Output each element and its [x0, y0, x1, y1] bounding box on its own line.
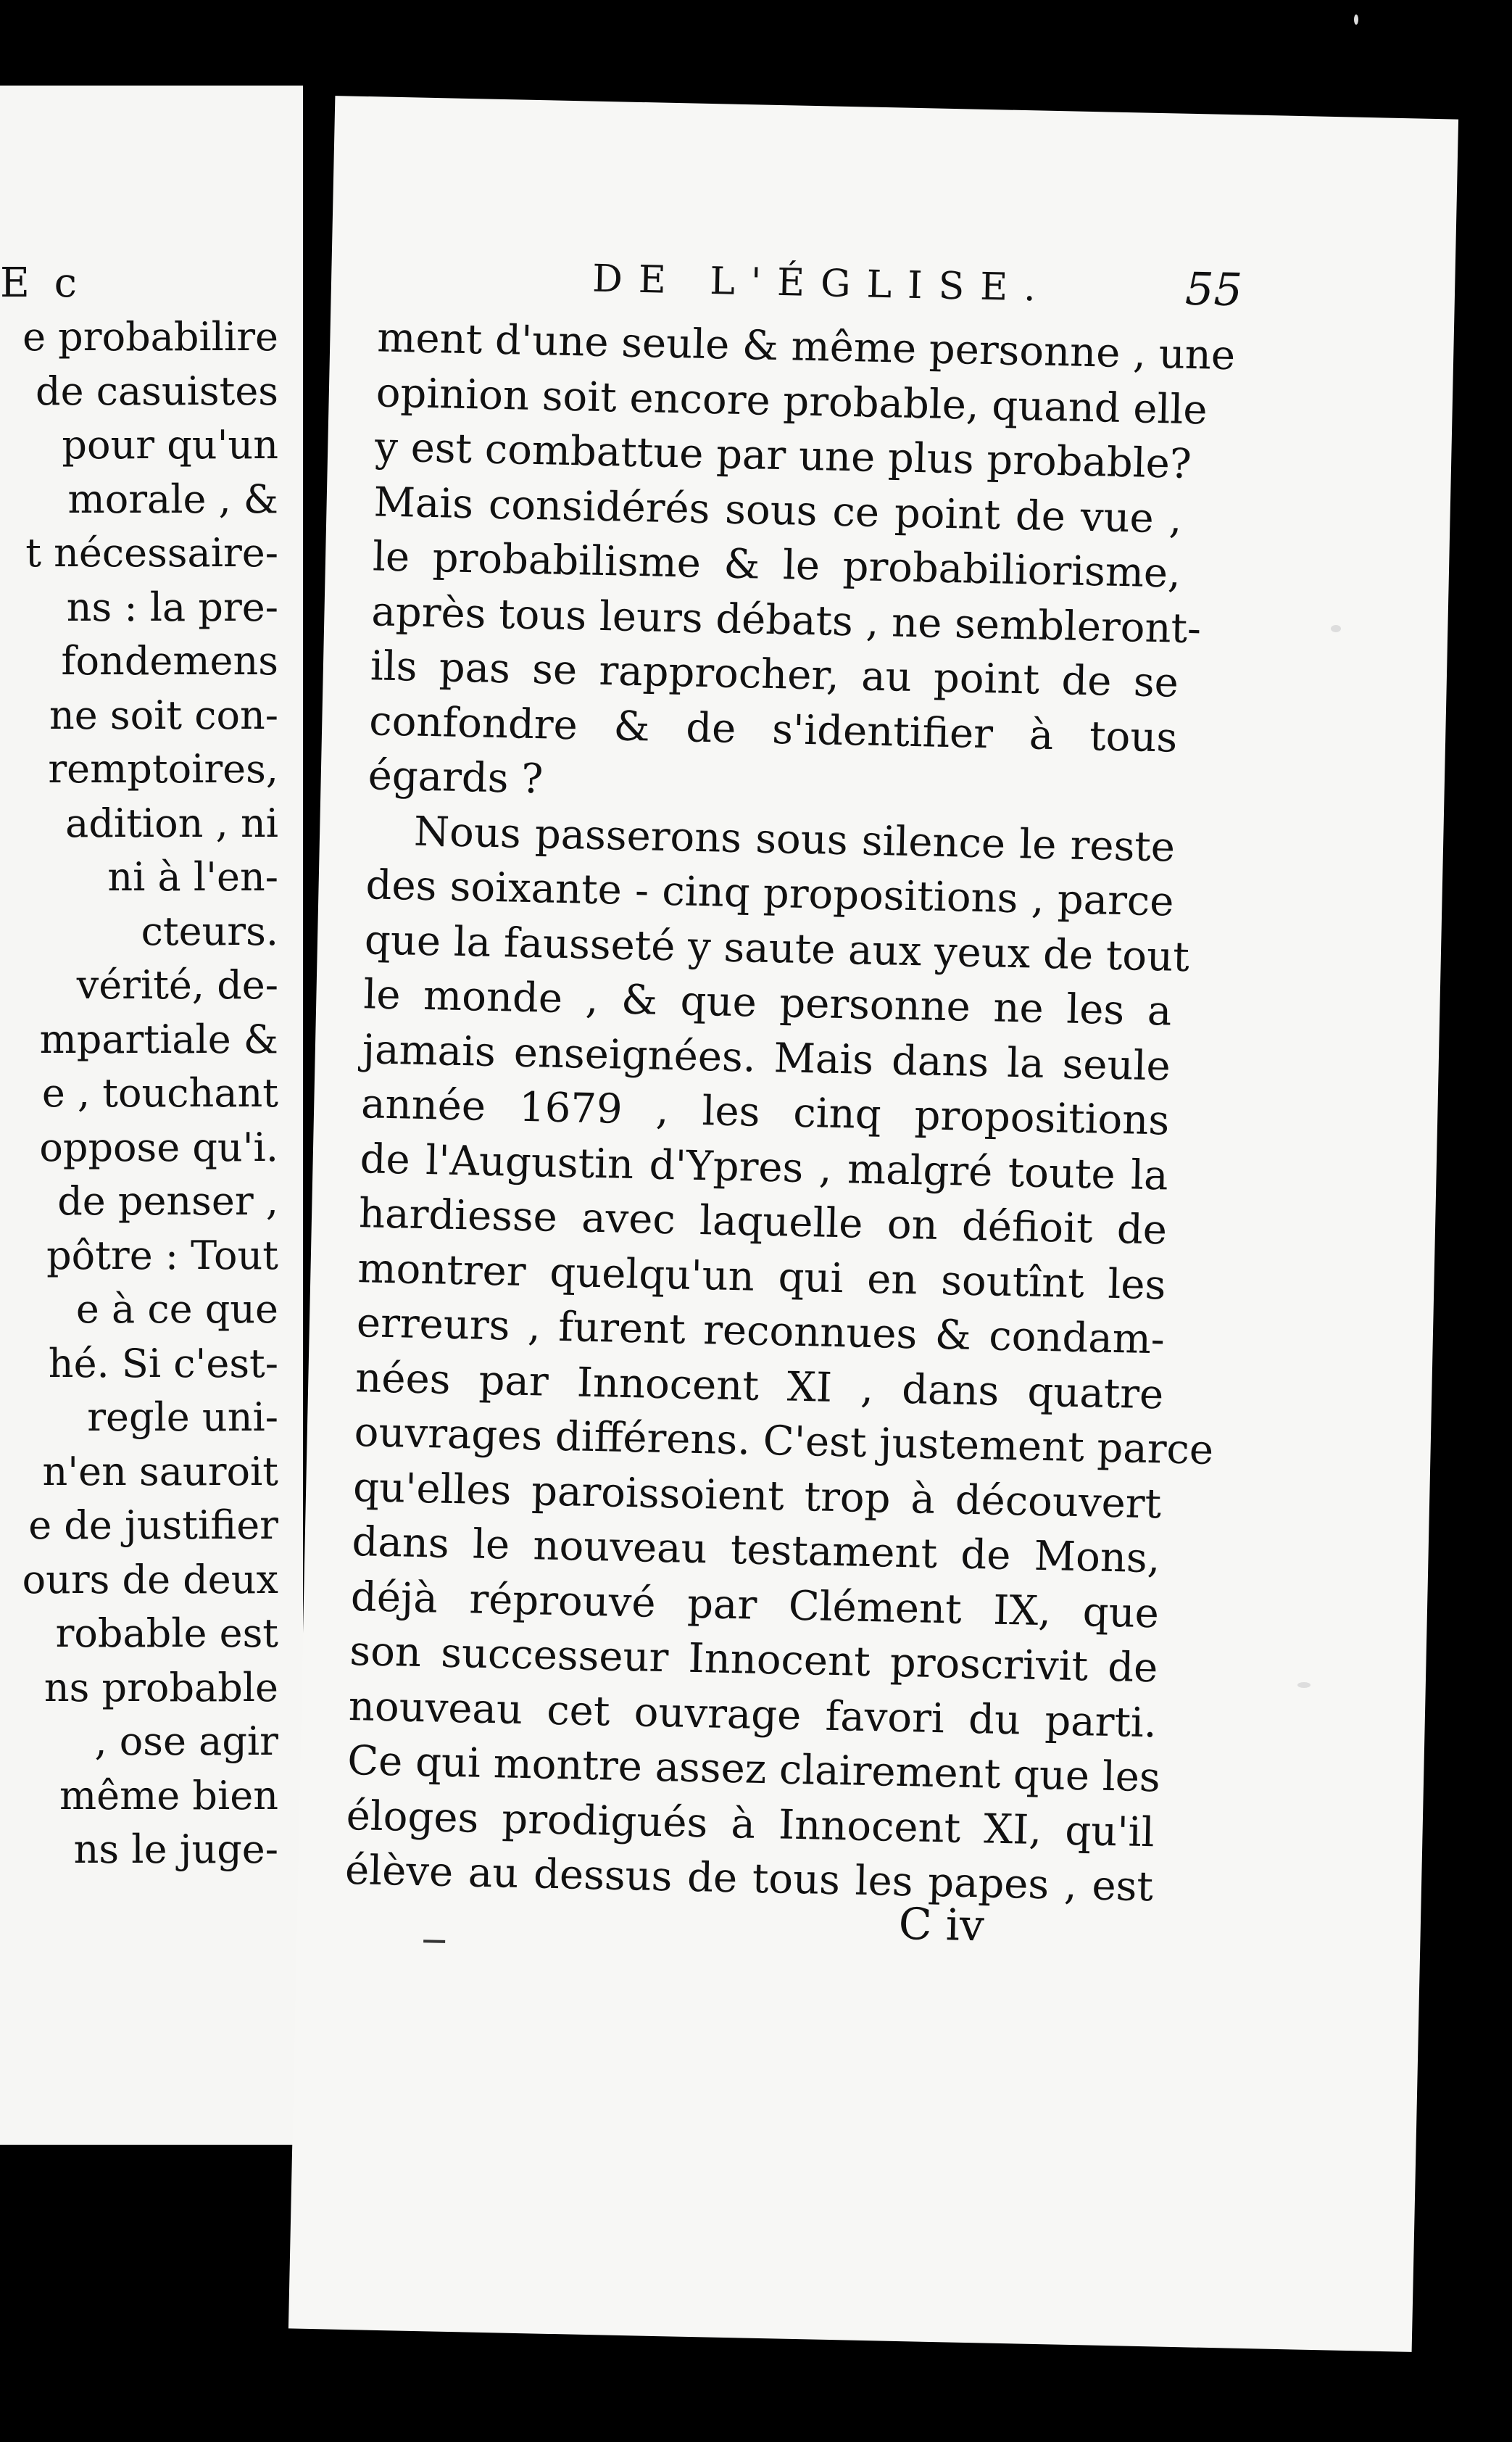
text-line: éloges prodigués à Innocent XI, qu'il: [346, 1792, 1155, 1856]
right-page: [288, 96, 1458, 2352]
left-line: e probabilire: [22, 314, 278, 360]
text-line: le monde , & que personne ne les a: [362, 971, 1172, 1035]
left-line: oppose qu'i.: [39, 1124, 278, 1170]
page-number: 55: [1184, 262, 1243, 317]
text-line: ment d'une seule & même personne , une: [376, 314, 1236, 380]
text-line: élève au dessus de tous les papes , est: [344, 1846, 1154, 1911]
left-line: pour qu'un: [62, 422, 278, 468]
left-line: de penser ,: [57, 1178, 278, 1224]
text-line: dans le nouveau testament de Mons,: [351, 1518, 1161, 1583]
text-line: ouvrages différens. C'est justement parce: [354, 1409, 1214, 1474]
text-line: égards ?: [367, 752, 544, 803]
left-line: de casuistes: [36, 368, 278, 414]
left-line: ours de deux: [22, 1556, 278, 1602]
left-line: ns : la pre-: [66, 584, 278, 630]
text-line: après tous leurs débats , ne sembleront-: [370, 587, 1202, 653]
text-line: jamais enseignées. Mais dans la seule: [362, 1025, 1171, 1090]
text-line: Ce qui montre assez clairement que les: [346, 1737, 1161, 1802]
signature-mark: C iv: [898, 1898, 985, 1952]
left-line: e à ce que: [75, 1286, 278, 1332]
text-line: son successeur Innocent proscrivit de: [349, 1628, 1158, 1692]
text-line: nouveau cet ouvrage favori du parti.: [348, 1682, 1158, 1747]
text-line: opinion soit encore probable, quand elle: [375, 368, 1208, 434]
left-line: pôtre : Tout: [46, 1232, 278, 1278]
text-line: que la fausseté y saute aux yeux de tout: [364, 916, 1190, 981]
left-line: t nécessaire-: [25, 530, 278, 576]
running-head: DE L'ÉGLISE.: [591, 257, 1052, 310]
left-line: ne soit con-: [49, 692, 278, 738]
left-line: ns probable: [43, 1664, 278, 1710]
text-line: Mais considérés sous ce point de vue ,: [373, 478, 1183, 543]
left-page: [0, 86, 303, 2145]
left-line: cteurs.: [141, 908, 278, 954]
text-line: erreurs , furent reconnues & condam-: [356, 1299, 1166, 1364]
text-line: année 1679 , les cinq propositions: [360, 1080, 1170, 1145]
text-line: de l'Augustin d'Ypres , malgré toute la: [360, 1135, 1169, 1199]
text-line: montrer quelqu'un qui en soutînt les: [357, 1244, 1167, 1309]
left-line: e de justifier: [28, 1502, 278, 1548]
text-line: des soixante - cinq propositions , parce: [365, 861, 1175, 926]
text-line: ils pas se rapprocher, au point de se: [370, 642, 1179, 707]
left-line: morale , &: [67, 476, 278, 522]
text-line: hardiesse avec laquelle on défioit de: [358, 1190, 1168, 1254]
left-line: même bien: [59, 1772, 278, 1818]
scan-speck: [1297, 1682, 1310, 1688]
left-line: , ose agir: [94, 1718, 278, 1764]
left-line: robable est: [55, 1610, 278, 1656]
scan-speck: [1354, 15, 1358, 25]
printer-mark: [423, 1940, 445, 1943]
left-line: e , touchant: [41, 1070, 278, 1116]
left-line: fondemens: [61, 638, 278, 684]
scan-speck: [1331, 625, 1341, 632]
left-line: mpartiale &: [39, 1016, 278, 1062]
text-line: nées par Innocent XI , dans quatre: [354, 1354, 1164, 1418]
text-line: déjà réprouvé par Clément IX, que: [350, 1573, 1160, 1637]
page-body: [344, 310, 1236, 1914]
paragraph-start-line: Nous passerons sous silence le reste: [413, 808, 1176, 872]
text-line: qu'elles paroissoient trop à découvert: [352, 1463, 1162, 1528]
left-page-text: [0, 310, 278, 1877]
left-line: n'en sauroit: [42, 1448, 278, 1494]
left-line: regle uni-: [87, 1394, 278, 1440]
left-line: ns le juge-: [73, 1826, 278, 1872]
text-line: le probabilisme & le probabiliorisme,: [372, 533, 1181, 597]
left-line: hé. Si c'est-: [48, 1340, 278, 1386]
text-line: y est combattue par une plus probable?: [374, 423, 1192, 488]
left-line: adition , ni: [65, 800, 278, 846]
left-running-head: E c: [0, 260, 83, 307]
text-line: confondre & de s'identifier à tous: [368, 697, 1178, 762]
left-line: vérité, de-: [76, 962, 278, 1008]
left-line: remptoires,: [48, 746, 278, 792]
left-line: ni à l'en-: [107, 854, 278, 900]
